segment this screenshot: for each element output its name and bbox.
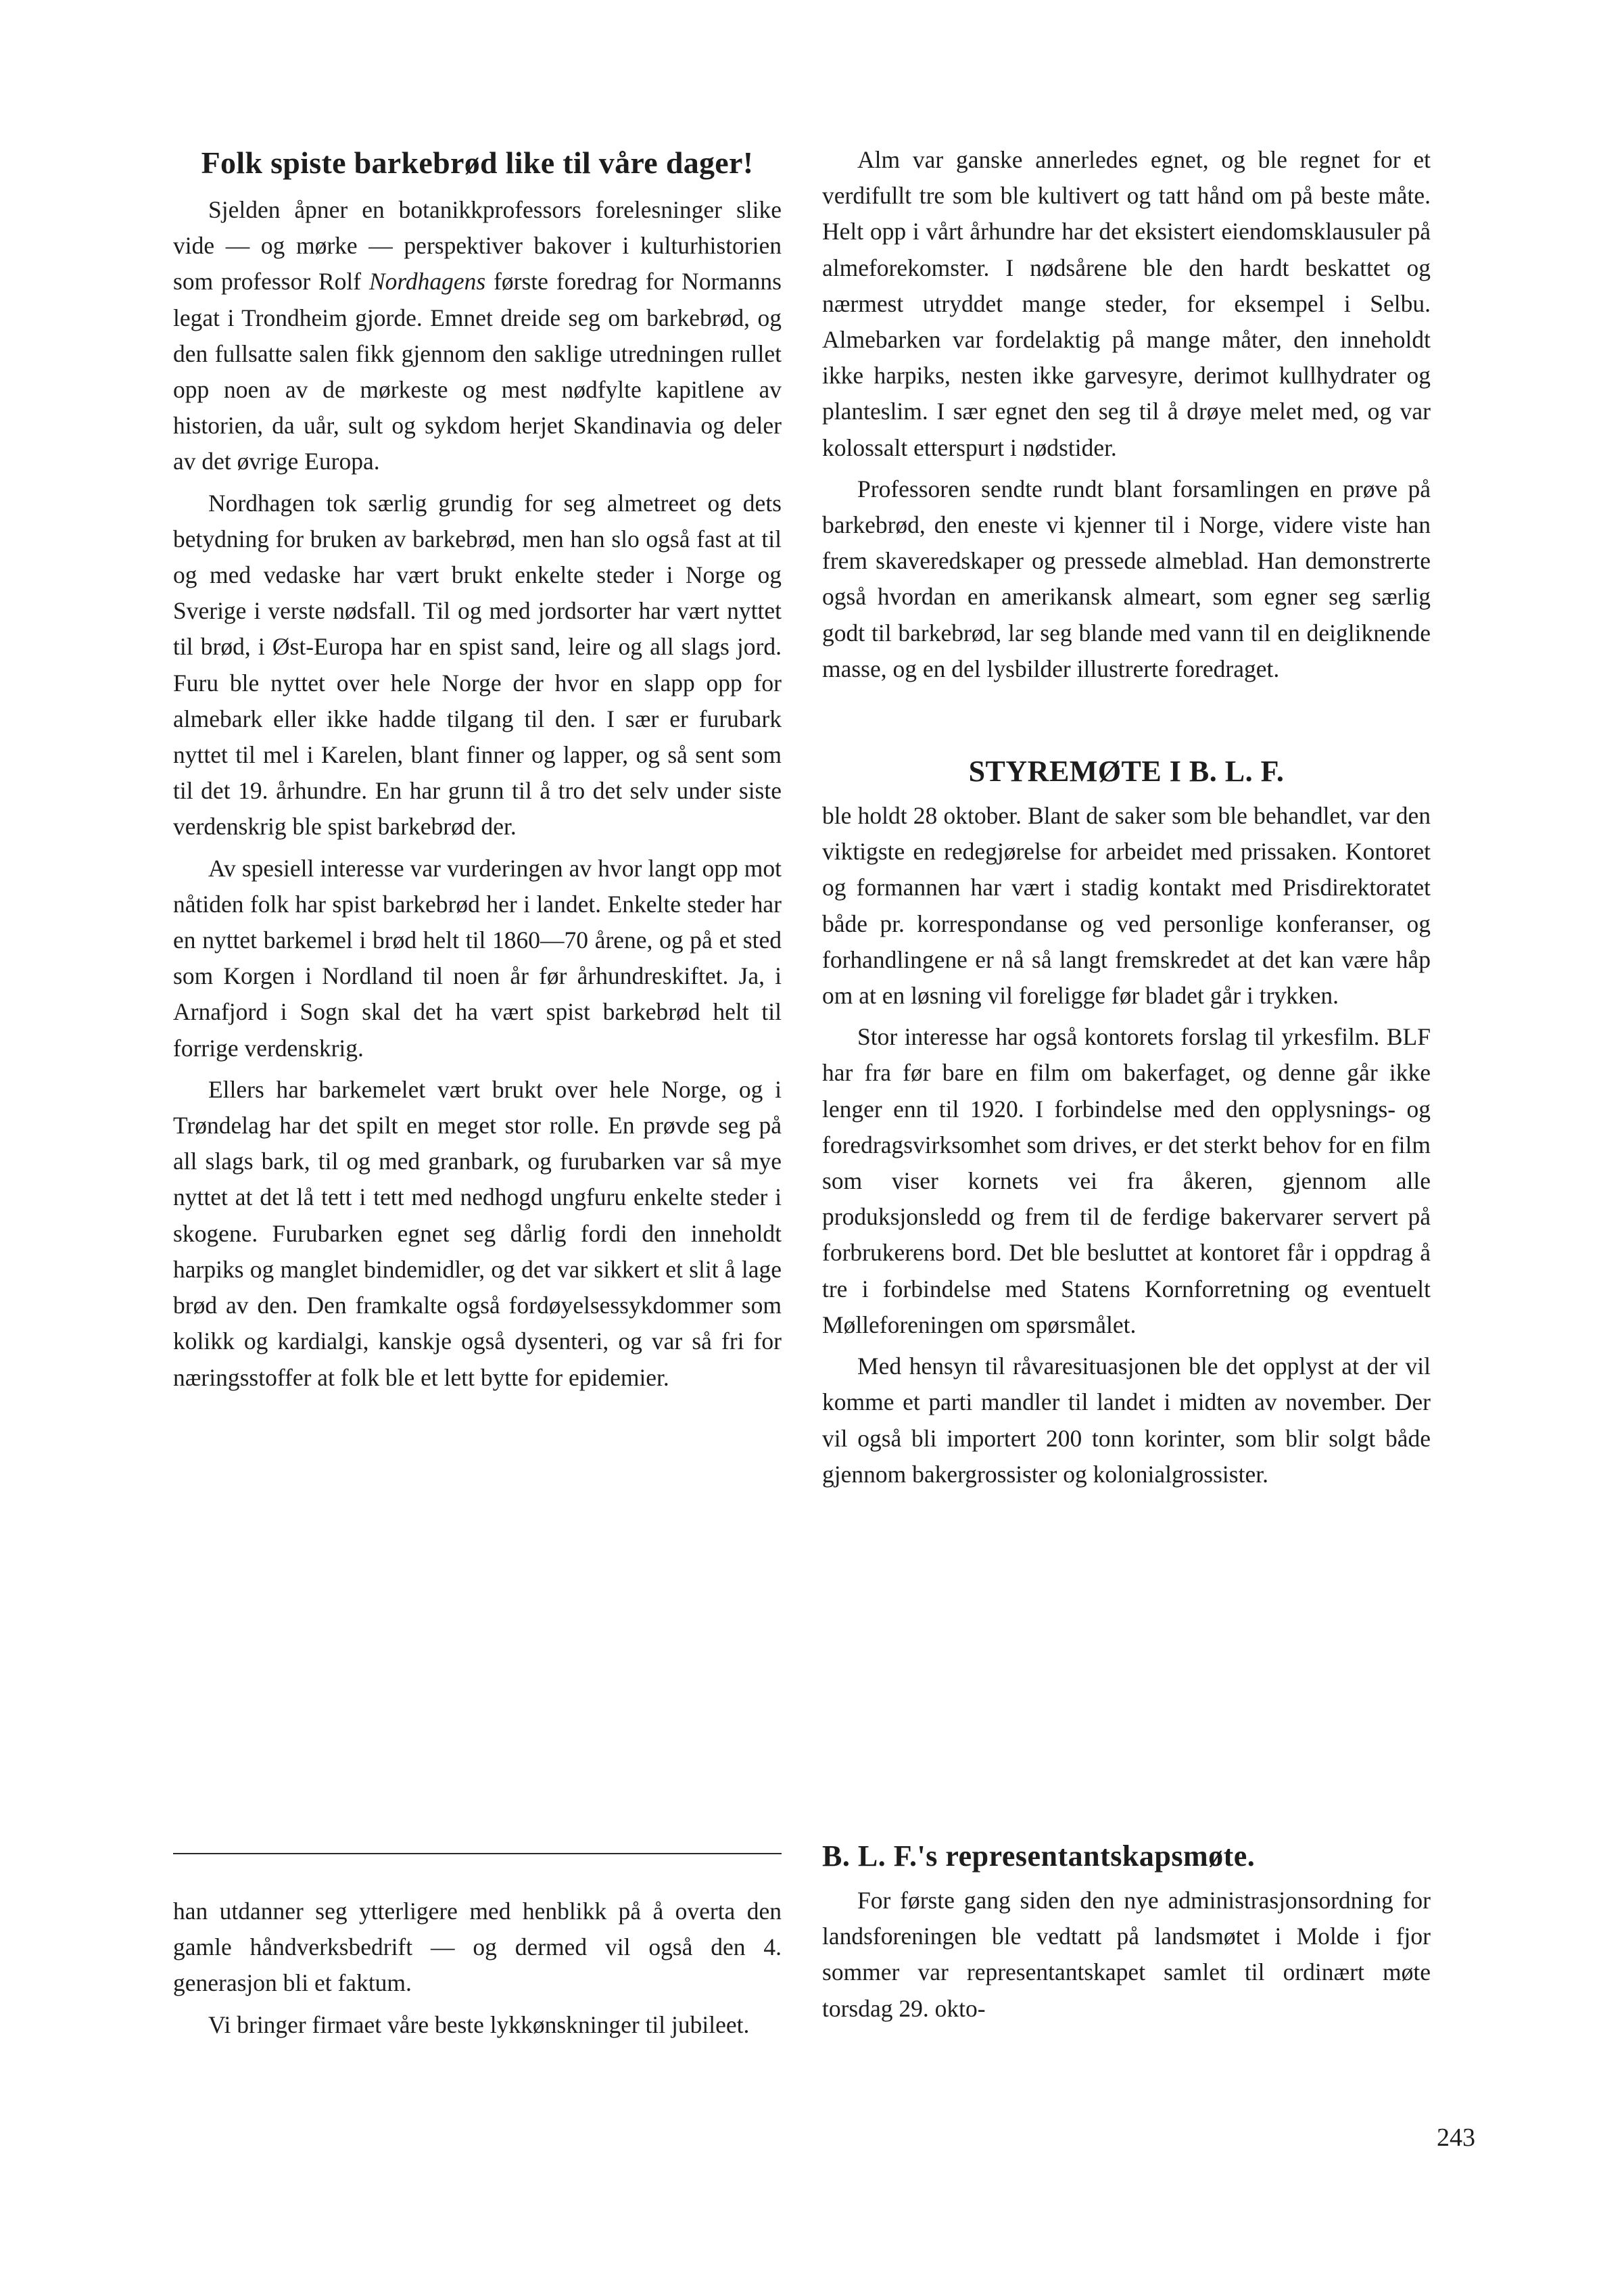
- bottom-left-column: [173, 1894, 782, 2043]
- article-paragraph-1-end: første foredrag for Normanns legat i Trondheim gjorde. Emnet dreide seg om barkebrød, og den fullsatte salen fikk gjennom den saklige utredningen rullet opp noen av de mørkeste og mest nødfylte kapitlene av historien, da uår, sult og sykdom herjet Skandinavia og deler av det øvrige Europa.: [173, 268, 782, 475]
- section-spacer: [822, 687, 1431, 752]
- right-paragraph-2: Professoren sendte rundt blant forsamlingen en prøve på barkebrød, den eneste vi kjenner til i Norge, videre viste han frem skaveredskaper og pressede almeblad. Han demonstrerte også hvordan en amerikansk almeart, som egner seg særlig godt til barkebrød, lar seg blande med vann til en deigliknende masse, og en del lysbilder illustrerte foredraget.: [822, 475, 1431, 682]
- column-divider-rule: [173, 1853, 782, 1854]
- right-column: [822, 142, 1431, 1492]
- left-column: [173, 142, 782, 1396]
- article-paragraph-1-start: Sjelden åpner en botanikkprofessors forelesninger slike vide — og mørke — perspektiver bakover i kulturhistorien som professor Rolf: [173, 196, 782, 296]
- right-paragraph-1: Alm var ganske annerledes egnet, og ble regnet for et verdifullt tre som ble kultivert og tatt hånd om på beste måte. Helt opp i vårt århundre har det eksistert eiendomsklausuler på almeforekomster. I nødsårene ble den hardt beskattet og nærmest utryddet mange steder, for eksempel i Selbu. Almebarken var fordelaktig på mange måter, den inneholdt ikke harpiks, nesten ikke garvesyre, derimot kullhydrater og planteslim. I sær egnet den seg til å drøye melet med, og var kolossalt etterspurt i nødstider.: [822, 146, 1431, 461]
- jubilee-paragraph-2: Vi bringer firmaet våre beste lykkønskninger til jubileet.: [208, 2010, 750, 2038]
- section-title-representantskap: B. L. F.'s representantskapsmøte.: [822, 1839, 1256, 1873]
- jubilee-paragraph-1: han utdanner seg ytterligere med henblikk på å overta den gamle håndverksbedrift — og dermed vil også den 4. generasjon bli et faktum.: [173, 1898, 782, 1997]
- professor-name: Nordhagens: [368, 268, 486, 296]
- bottom-right-column: [822, 1837, 1431, 2027]
- article-paragraph-3: Av spesiell interesse var vurderingen av hvor langt opp mot nåtiden folk har spist barkebrød her i landet. Enkelte steder har en nyttet barkemel i brød helt til 1860—70 årene, og på et sted som Korgen i Nordland til noen år før århundreskiftet. Ja, i Arnafjord i Sogn skal det ha vært spist barkebrød helt til forrige verdenskrig.: [173, 854, 782, 1062]
- styremote-paragraph-3: Med hensyn til råvaresituasjonen ble det opplyst at der vil komme et parti mandler til landet i midten av november. Der vil også bli importert 200 tonn korinter, som blir solgt både gjennom bakergrossister og kolonialgrossister.: [822, 1353, 1431, 1488]
- article-headline-barkebrod: Folk spiste barkebrød like til våre dager!: [201, 145, 754, 180]
- article-paragraph-2: Nordhagen tok særlig grundig for seg almetreet og dets betydning for bruken av barkebrød, men han slo også fast at til og med vedaske har vært brukt enkelte steder i Norge og Sverige i verste nødsfall. Til og med jordsorter har vært nyttet til brød, i Øst-Europa har en spist sand, leire og all slags jord. Furu ble nyttet over hele Norge der hvor en slapp opp for almebark eller ikke hadde tilgang til den. I sær er furubark nyttet til mel i Karelen, blant finner og lapper, og så sent som til det 19. århundre. En har grunn til å tro det selv under siste verdenskrig ble spist barkebrød der.: [173, 489, 782, 841]
- page-number: 243: [1437, 2123, 1475, 2152]
- styremote-paragraph-2: Stor interesse har også kontorets forslag til yrkesfilm. BLF har fra før bare en film om bakerfaget, og denne går ikke lenger enn til 1920. I forbindelse med den opplysnings- og foredragsvirksomhet som drives, er det sterkt behov for en film som viser kornets vei fra åkeren, gjennom alle produksjonsledd og frem til de ferdige bakervarer servert på forbrukerens bord. Det ble besluttet at kontoret får i oppdrag å tre i forbindelse med Statens Kornforretning og eventuelt Mølleforeningen om spørsmålet.: [822, 1023, 1431, 1338]
- article-paragraph-4: Ellers har barkemelet vært brukt over hele Norge, og i Trøndelag har det spilt en meget stor rolle. En prøvde seg på all slags bark, til og med granbark, og furubarken var så mye nyttet at det lå tett i tett med nedhogd ungfuru enkelte steder i skogene. Furubarken egnet seg dårlig fordi den inneholdt harpiks og manglet bindemidler, og det var sikkert et slit å lage brød av den. Den framkalte også fordøyelsessykdommer som kolikk og kardialgi, kanskje også dysenteri, og var så fri for næringsstoffer at folk ble et lett bytte for epidemier.: [173, 1075, 782, 1391]
- section-title-styremote: STYREMØTE I B. L. F.: [968, 755, 1285, 789]
- representantskap-paragraph-1: For første gang siden den nye administrasjonsordning for landsforeningen ble vedtatt på landsmøtet i Molde i fjor sommer var representantskapet samlet til ordinært møte torsdag 29. okto-: [822, 1887, 1431, 2022]
- article-paragraph-1: [173, 192, 782, 480]
- styremote-paragraph-1: ble holdt 28 oktober. Blant de saker som ble behandlet, var den viktigste en redegjørelse for arbeidet med prissaken. Kontoret og formannen har vært i stadig kontakt med Prisdirektoratet både pr. korrespondanse og ved personlige konferanser, og forhandlingene er nå så langt fremskredet at det kan være håp om at en løsning vil foreligge før bladet går i trykken.: [822, 802, 1431, 1010]
